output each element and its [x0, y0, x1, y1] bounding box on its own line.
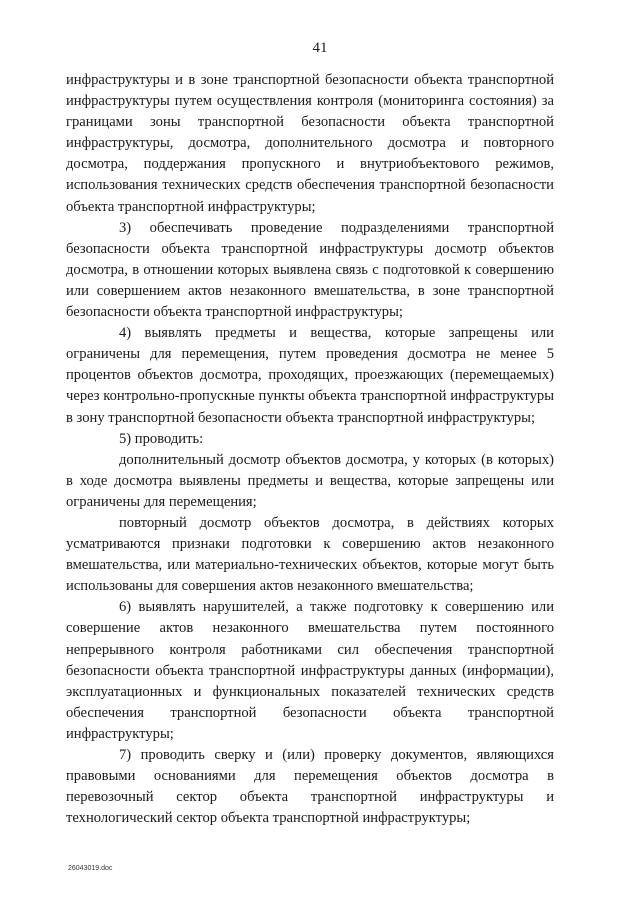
- paragraph-item-7: 7) проводить сверку и (или) проверку документов, являющихся правовыми основаниями для перемещения объектов досмотра в перевозочный сектор объекта транспортной инфраструктуры и технологический сектор объекта транспортной инфраструктуры;: [66, 747, 554, 827]
- paragraph-item-5-repeat: повторный досмотр объектов досмотра, в действиях которых усматриваются признаки подготовки к совершению актов незаконного вмешательства, или материально-технических объектов, которые могут быть использованы для совершения актов незаконного вмешательства;: [66, 514, 554, 595]
- paragraph-item-4: 4) выявлять предметы и вещества, которые запрещены или ограничены для перемещения, путем проведения досмотра не менее 5 процентов объектов досмотра, проходящих, проезжающих (перемещаемых) через контрольно-пропускные пункты объекта транспортной инфраструктуры в зону транспортной безопасности объекта транспортной инфраструктуры;: [66, 325, 554, 426]
- document-body: [66, 70, 554, 829]
- page-number: 41: [312, 40, 328, 56]
- paragraph-item-3: 3) обеспечивать проведение подразделениями транспортной безопасности объекта транспортной инфраструктуры досмотр объектов досмотра, в отношении которых выявлена связь с подготовкой к совершению или совершением актов незаконного вмешательства, в зоне транспортной безопасности объекта транспортной инфраструктуры;: [66, 219, 554, 321]
- paragraph-item-5-additional: дополнительный досмотр объектов досмотра, у которых (в которых) в ходе досмотра выявлены предметы и вещества, которые запрещены или ограничены для перемещения;: [66, 451, 554, 510]
- paragraph-continuation: инфраструктуры и в зоне транспортной безопасности объекта транспортной инфраструктуры путем осуществления контроля (мониторинга состояния) за границами зоны транспортной безопасности объекта транспортной инфраструктуры, досмотра, дополнительного досмотра и повторного досмотра, поддержания пропускного и внутриобъектового режимов, использования технических средств обеспечения транспортной безопасности объекта транспортной инфраструктуры;: [66, 72, 554, 215]
- file-name-footer: 26043019.doc: [68, 865, 113, 872]
- paragraph-item-6: 6) выявлять нарушителей, а также подготовку к совершению или совершение актов незаконного вмешательства путем постоянного непрерывного контроля работниками сил обеспечения транспортной безопасности объекта транспортной инфраструктуры данных (информации), эксплуатационных и функциональных показателей технических средств обеспечения транспортной безопасности объекта транспортной инфраструктуры;: [66, 599, 554, 742]
- paragraph-item-5: 5) проводить:: [119, 430, 204, 447]
